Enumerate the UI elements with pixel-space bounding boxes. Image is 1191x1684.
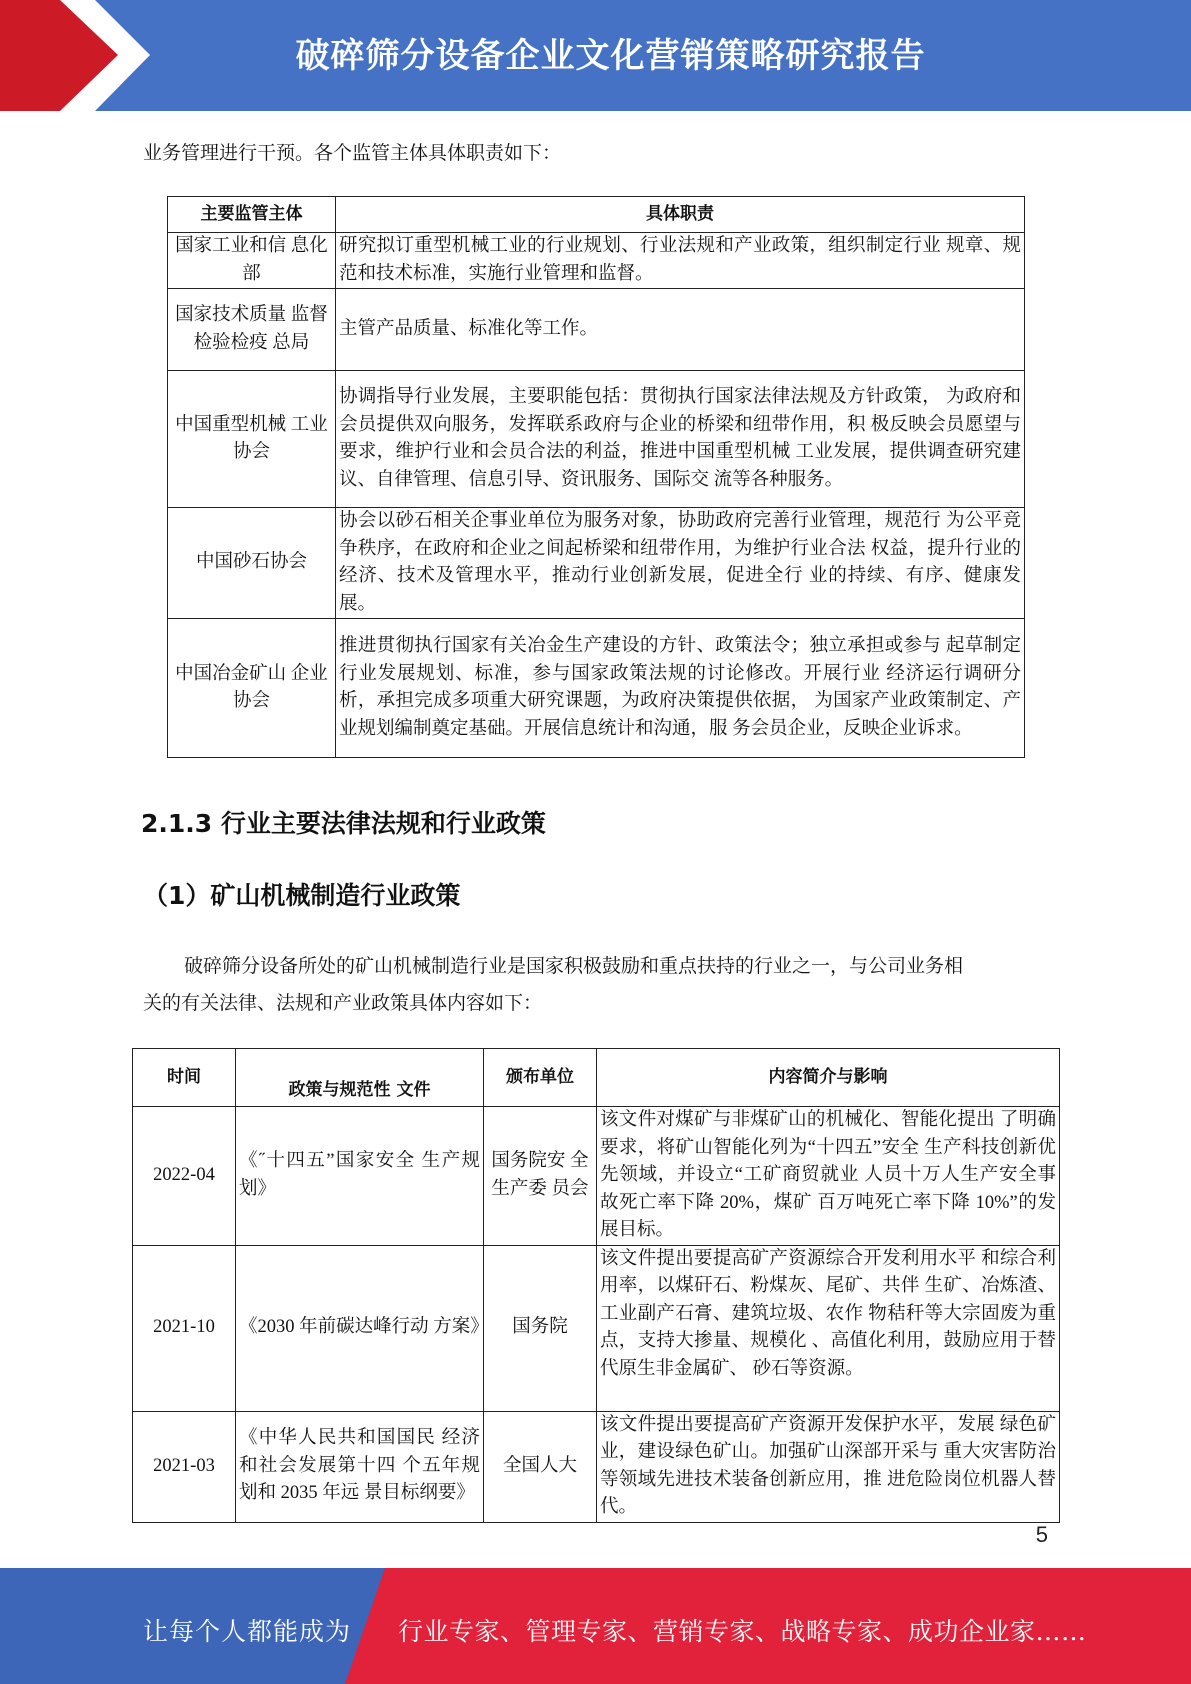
footer-slogan-left: 让每个人都能成为 <box>143 1617 352 1646</box>
regulator-name: 中国重型机械 工业协会 <box>168 371 336 508</box>
column-header: 内容简介与影响 <box>597 1049 1060 1107</box>
regulator-name: 国家工业和信 息化部 <box>168 233 336 289</box>
policy-summary: 该文件对煤矿与非煤矿山的机械化、智能化提出 了明确要求，将矿山智能化列为“十四五”安全 生产科技创新优先领域，并设立“工矿商贸就业 人员十万人生产安全事故死亡率下降 20%，煤矿 百万吨死亡率下降 10%”的发展目标。 <box>597 1107 1060 1246</box>
table-row <box>133 1411 1060 1522</box>
column-header: 颁布单位 <box>484 1049 597 1107</box>
policy-document: 《中华人民共和国国民 经济和社会发展第十四 个五年规划和 2035 年远 景目标纲要》 <box>236 1411 484 1522</box>
regulator-name: 中国冶金矿山 企业协会 <box>168 619 336 758</box>
table-row <box>133 1107 1060 1246</box>
table-row <box>168 508 1025 619</box>
regulator-name: 中国砂石协会 <box>168 508 336 619</box>
table-row <box>168 371 1025 508</box>
policy-document: 《2030 年前碳达峰行动 方案》 <box>236 1245 484 1411</box>
regulator-duties: 协调指导行业发展，主要职能包括：贯彻执行国家法律法规及方针政策， 为政府和会员提供双向服务，发挥联系政府与企业的桥梁和纽带作用，积 极反映会员愿望与要求，维护行业和会员合法的利益，推进中国重型机械 工业发展，提供调查研究建议、自律管理、信息引导、资讯服务、国际交 流等各种服务。 <box>336 371 1025 508</box>
policy-document: 《˝十四五”国家安全 生产规划》 <box>236 1107 484 1246</box>
regulator-duties: 主管产品质量、标准化等工作。 <box>336 289 1025 371</box>
regulator-duties: 推进贯彻执行国家有关冶金生产建设的方针、政策法令；独立承担或参与 起草制定行业发展规划、标准，参与国家政策法规的讨论修改。开展行业 经济运行调研分析，承担完成多项重大研究课题，为政府决策提供依据， 为国家产业政策制定、产业规划编制奠定基础。开展信息统计和沟通，服 务会员企业，反映企业诉求。 <box>336 619 1025 758</box>
policy-issuer: 全国人大 <box>484 1411 597 1522</box>
policy-summary: 该文件提出要提高矿产资源综合开发利用水平 和综合利用率，以煤矸石、粉煤灰、尾矿、共伴 生矿、冶炼渣、工业副产石膏、建筑垃圾、农作 物秸秆等大宗固废为重点，支持大掺量、规模化 、高值化利用，鼓励应用于替代原生非金属矿、 砂石等资源。 <box>597 1245 1060 1411</box>
column-header: 政策与规范性 文件 <box>236 1049 484 1107</box>
table-header-row <box>133 1049 1060 1107</box>
report-title: 破碎筛分设备企业文化营销策略研究报告 <box>295 36 926 76</box>
table-header-row <box>168 197 1025 233</box>
regulator-duties: 研究拟订重型机械工业的行业规划、行业法规和产业政策，组织制定行业 规章、规范和技术标准，实施行业管理和监督。 <box>336 233 1025 289</box>
policy-issuer: 国务院安 全生产委 员会 <box>484 1107 597 1246</box>
regulator-name: 国家技术质量 监督检验检疫 总局 <box>168 289 336 371</box>
footer-slogan-right: 行业专家、管理专家、营销专家、战略专家、成功企业家…… <box>398 1617 1087 1646</box>
policy-date: 2022-04 <box>133 1107 236 1246</box>
page-footer <box>0 1568 1191 1684</box>
body-text-line: 破碎筛分设备所处的矿山机械制造行业是国家积极鼓励和重点扶持的行业之一，与公司业务相 <box>184 956 964 977</box>
policy-summary: 该文件提出要提高矿产资源开发保护水平，发展 绿色矿业，建设绿色矿山。加强矿山深部开采与 重大灾害防治等领域先进技术装备创新应用，推 进危险岗位机器人替代。 <box>597 1411 1060 1522</box>
page-number: 5 <box>1035 1522 1048 1547</box>
policy-issuer: 国务院 <box>484 1245 597 1411</box>
page-header <box>0 0 1191 111</box>
regulators-table <box>167 196 1025 758</box>
table-row <box>168 619 1025 758</box>
section-heading: 2.1.3 行业主要法律法规和行业政策 <box>141 809 546 838</box>
column-header: 主要监管主体 <box>168 197 336 233</box>
table-row <box>133 1245 1060 1411</box>
column-header: 时间 <box>133 1049 236 1107</box>
column-header: 具体职责 <box>336 197 1025 233</box>
policy-table <box>132 1048 1060 1523</box>
table-row <box>168 289 1025 371</box>
table-row <box>168 233 1025 289</box>
policy-date: 2021-10 <box>133 1245 236 1411</box>
body-text-line: 关的有关法律、法规和产业政策具体内容如下： <box>143 993 543 1014</box>
intro-text: 业务管理进行干预。各个监管主体具体职责如下： <box>143 143 562 164</box>
subsection-heading: （1）矿山机械制造行业政策 <box>143 881 461 910</box>
regulator-duties: 协会以砂石相关企事业单位为服务对象，协助政府完善行业管理，规范行 为公平竞争秩序，在政府和企业之间起桥梁和纽带作用，为维护行业合法 权益，提升行业的经济、技术及管理水平，推动行业创新发展，促进全行 业的持续、有序、健康发展。 <box>336 508 1025 619</box>
policy-date: 2021-03 <box>133 1411 236 1522</box>
